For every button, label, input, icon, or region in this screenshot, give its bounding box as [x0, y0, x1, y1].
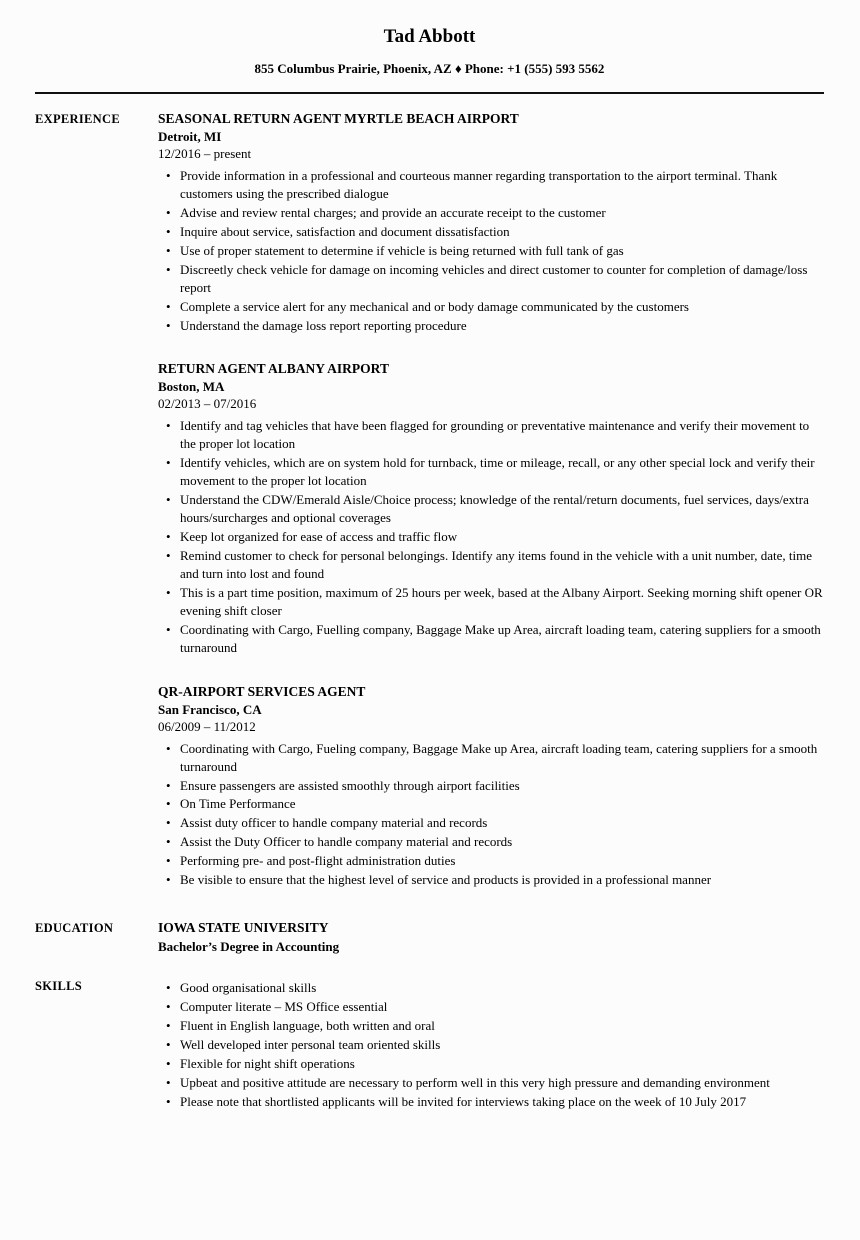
job-dates: 02/2013 – 07/2016 — [158, 396, 257, 412]
experience-content — [158, 111, 824, 889]
bullet-item: • Upbeat and positive attitude are necessary to perform well in this very high pressure and demanding environment — [158, 1074, 824, 1092]
education-degree: Bachelor’s Degree in Accounting — [158, 939, 340, 955]
bullet-item: • Identify and tag vehicles that have been flagged for grounding or preventative maintenance and verify their movement to the proper lot location — [158, 417, 824, 453]
bullet-item: • Well developed inter personal team oriented skills — [158, 1036, 824, 1054]
bullet-item: • This is a part time position, maximum of 25 hours per week, based at the Albany Airport. Seeking morning shift opener OR evening shift closer — [158, 584, 824, 620]
job-bullets — [158, 740, 824, 890]
job-entry — [158, 684, 824, 890]
section-education — [35, 920, 824, 955]
bullet-item: • Coordinating with Cargo, Fueling company, Baggage Make up Area, aircraft loading team, catering suppliers for a smooth turnaround — [158, 740, 824, 776]
bullet-item: • Discreetly check vehicle for damage on incoming vehicles and direct customer to counter for completion of damage/loss report — [158, 261, 824, 297]
section-label-education: EDUCATION — [35, 921, 114, 936]
job-dates: 12/2016 – present — [158, 146, 252, 161]
bullet-item: • Performing pre- and post-flight administration duties — [158, 852, 824, 870]
bullet-item: • Ensure passengers are assisted smoothly through airport facilities — [158, 777, 824, 795]
resume-header — [35, 26, 824, 77]
job-location: Boston, MA — [158, 379, 225, 395]
bullet-item: • Please note that shortlisted applicants will be invited for interviews taking place on the week of 10 July 2017 — [158, 1093, 824, 1111]
section-experience — [35, 111, 824, 889]
bullet-item: • On Time Performance — [158, 795, 824, 813]
job-entry — [158, 111, 824, 334]
bullet-item: • Be visible to ensure that the highest level of service and products is provided in a professional manner — [158, 871, 824, 889]
job-bullets — [158, 167, 824, 334]
bullet-item: • Assist duty officer to handle company material and records — [158, 814, 824, 832]
job-location: San Francisco, CA — [158, 701, 262, 717]
job-title: RETURN AGENT ALBANY AIRPORT — [158, 361, 389, 377]
job-title: QR-AIRPORT SERVICES AGENT — [158, 683, 366, 699]
candidate-name: Tad Abbott — [383, 26, 476, 47]
skills-content — [158, 978, 824, 1111]
job-entry — [158, 361, 824, 656]
bullet-item: • Understand the damage loss report reporting procedure — [158, 317, 824, 335]
education-content — [158, 920, 824, 955]
job-bullets — [158, 417, 824, 656]
bullet-item: • Complete a service alert for any mechanical and or body damage communicated by the customers — [158, 298, 824, 316]
job-location: Detroit, MI — [158, 129, 222, 144]
job-dates: 06/2009 – 11/2012 — [158, 718, 256, 734]
skills-list — [158, 979, 824, 1111]
bullet-item: • Good organisational skills — [158, 979, 824, 997]
section-label-experience: EXPERIENCE — [35, 112, 120, 126]
bullet-item: • Remind customer to check for personal belongings. Identify any items found in the vehicle with a unit number, date, time and turn into lost and found — [158, 547, 824, 583]
bullet-item: • Coordinating with Cargo, Fuelling company, Baggage Make up Area, aircraft loading team, catering suppliers for a smooth turnaround — [158, 621, 824, 657]
bullet-item: • Understand the CDW/Emerald Aisle/Choice process; knowledge of the rental/return documents, fuel services, days/extra hours/surcharges and optional coverages — [158, 491, 824, 527]
bullet-item: • Assist the Duty Officer to handle company material and records — [158, 833, 824, 851]
bullet-item: • Advise and review rental charges; and provide an accurate receipt to the customer — [158, 204, 824, 222]
bullet-item: • Keep lot organized for ease of access and traffic flow — [158, 528, 824, 546]
bullet-item: • Inquire about service, satisfaction and document dissatisfaction — [158, 223, 824, 241]
education-school: IOWA STATE UNIVERSITY — [158, 920, 329, 936]
bullet-item: • Identify vehicles, which are on system hold for turnback, time or mileage, recall, or any other special lock and verify their movement to the proper lot location — [158, 454, 824, 490]
header-divider — [35, 92, 824, 94]
bullet-item: • Provide information in a professional and courteous manner regarding transportation to the airport terminal. Thank customers using the prescribed dialogue — [158, 167, 824, 203]
bullet-item: • Flexible for night shift operations — [158, 1055, 824, 1073]
section-skills — [35, 978, 824, 1111]
job-title: SEASONAL RETURN AGENT MYRTLE BEACH AIRPORT — [158, 111, 519, 126]
bullet-item: • Use of proper statement to determine if vehicle is being returned with full tank of gas — [158, 242, 824, 260]
section-label-skills: SKILLS — [35, 979, 82, 994]
bullet-item: • Computer literate – MS Office essential — [158, 998, 824, 1016]
bullet-item: • Fluent in English language, both written and oral — [158, 1017, 824, 1035]
contact-line: 855 Columbus Prairie, Phoenix, AZ ♦ Phone: +1 (555) 593 5562 — [254, 61, 605, 76]
